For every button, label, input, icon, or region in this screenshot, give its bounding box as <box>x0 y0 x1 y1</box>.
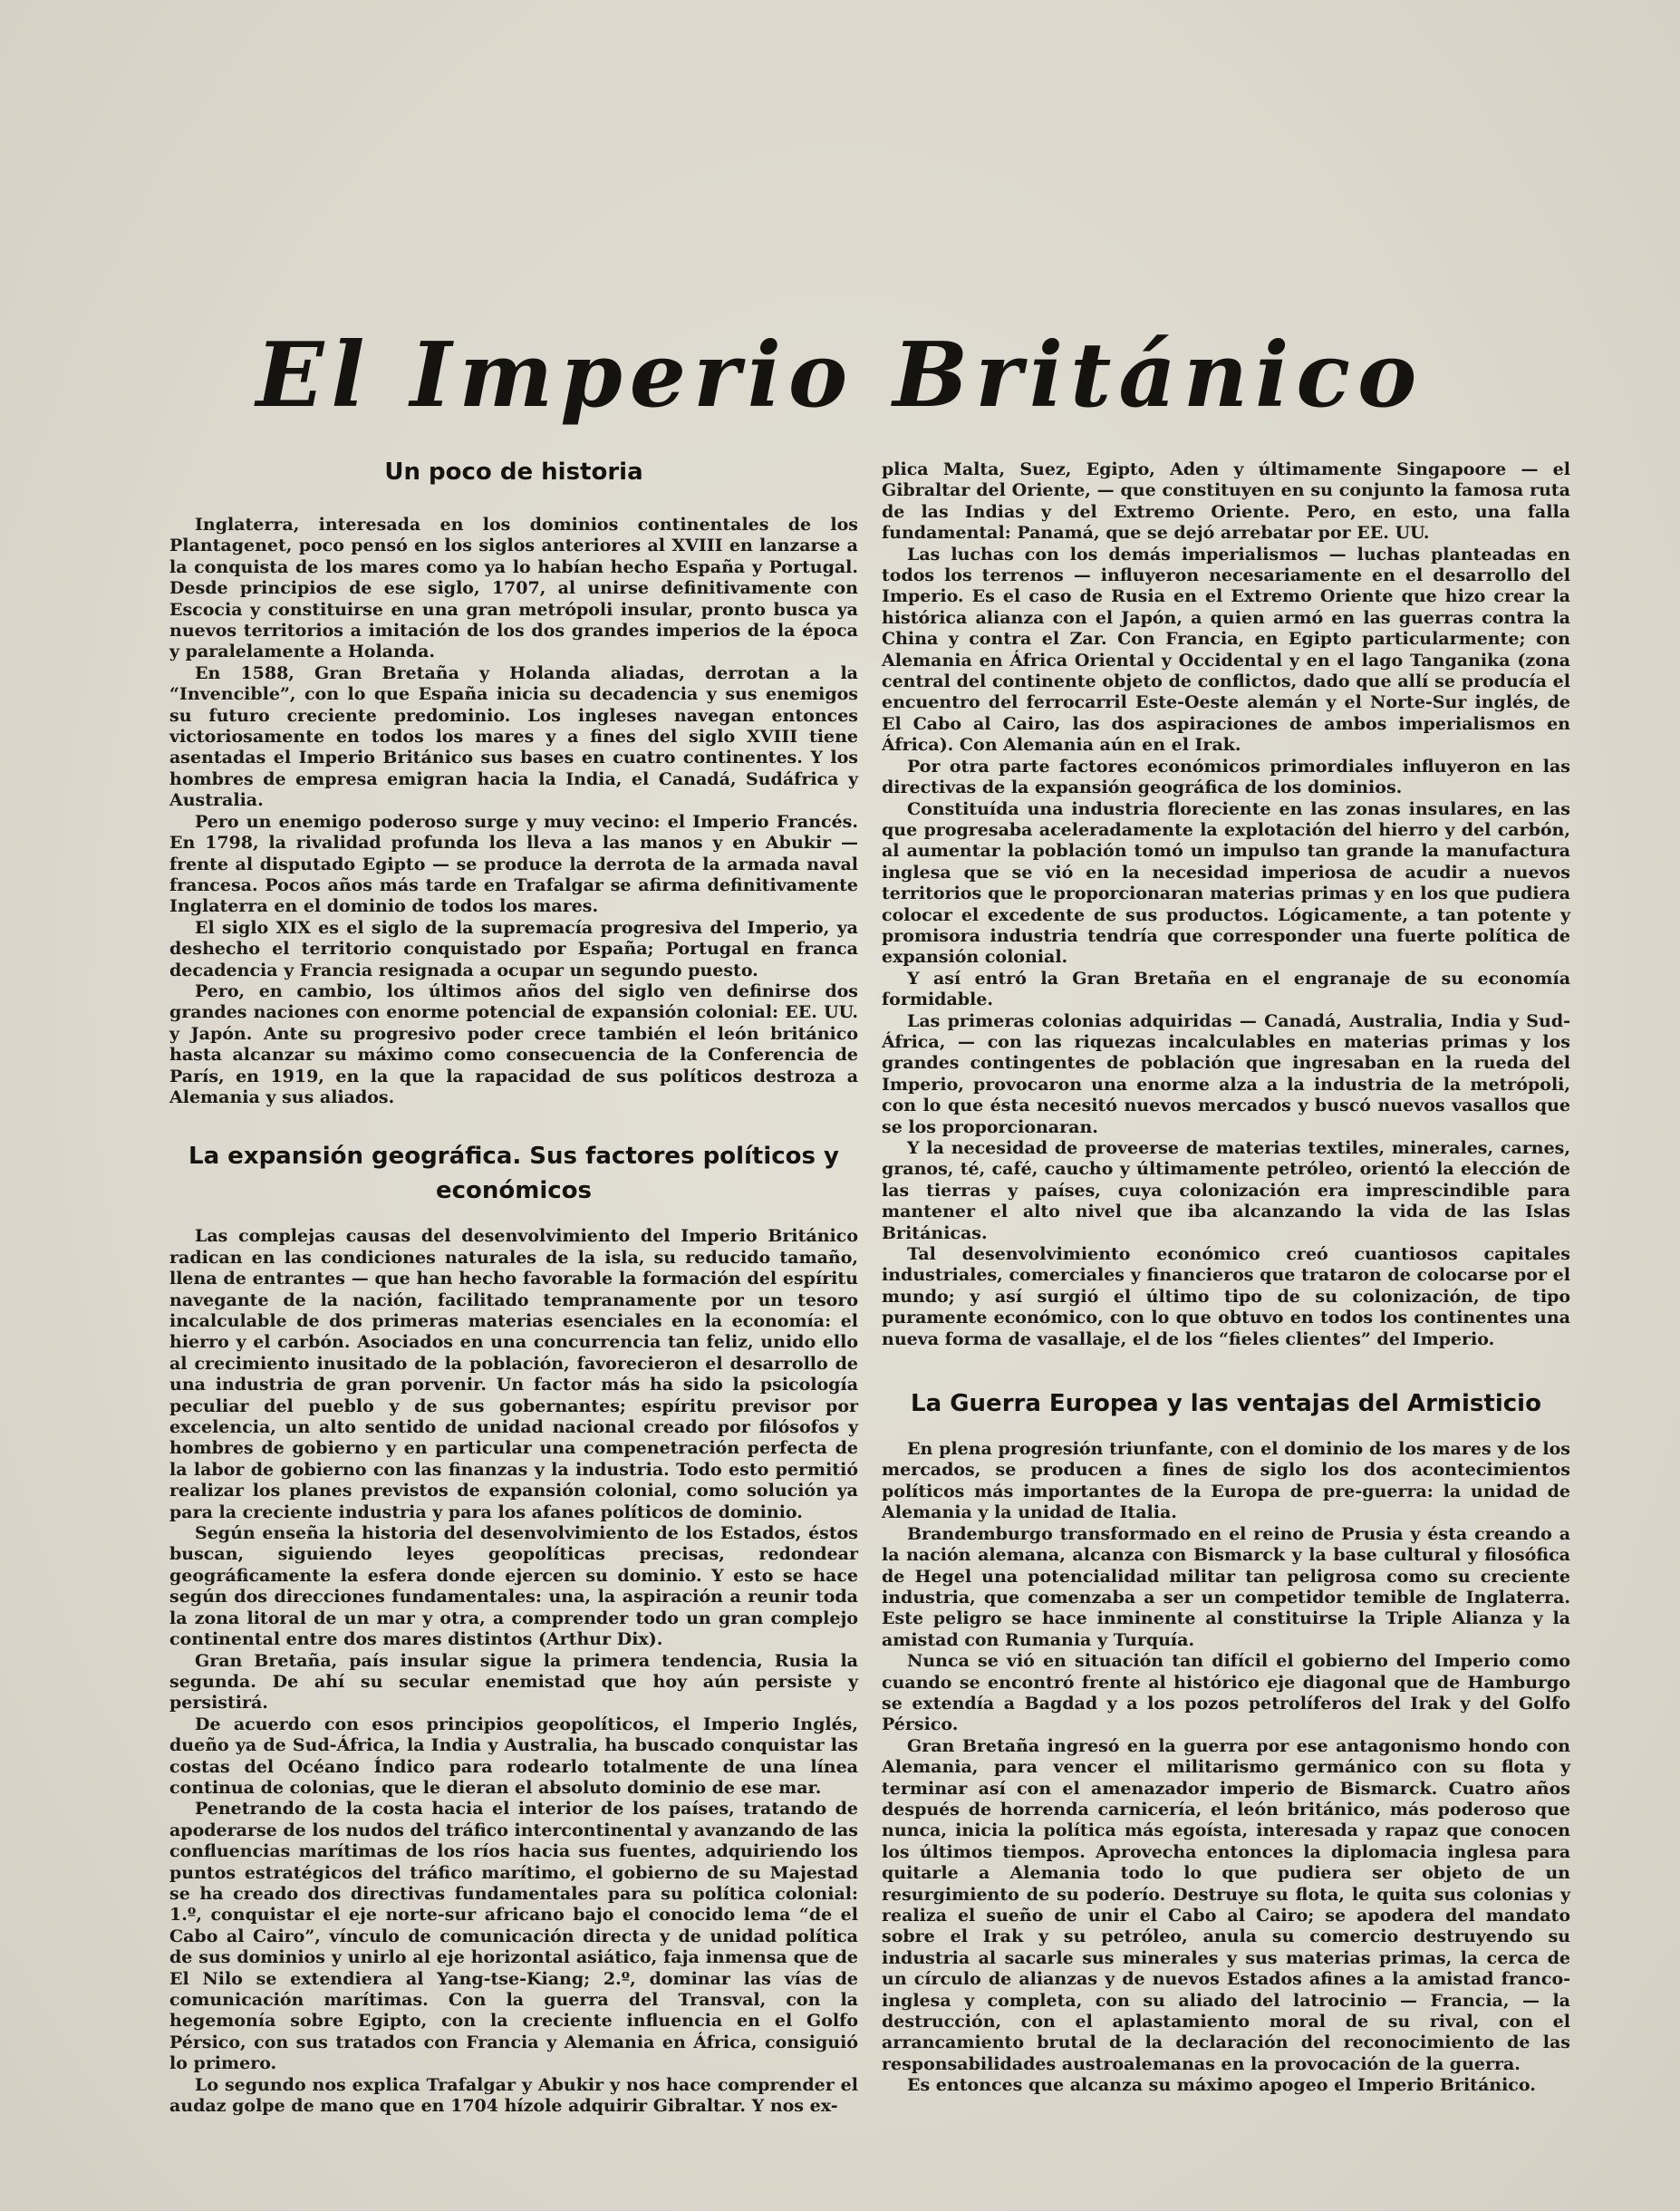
paragraph: Es entonces que alcanza su máximo apogeo el Imperio Británico. <box>907 2075 1536 2096</box>
section-heading-expansion: La expansión geográfica. Sus factores políticos y económicos <box>188 1143 839 1205</box>
paragraph: De acuerdo con esos principios geopolíticos, el Imperio Inglés, dueño ya de Sud-África, la India y Australia, ha buscado conquistar las costas del Océano Índico para rodearlo totalmente de una línea continua de colonias, que le dieran el absoluto dominio de ese mar. <box>169 1714 858 1798</box>
paragraph: Brandemburgo transformado en el reino de Prusia y ésta creando a la nación alemana, alcanza con Bismarck y la base cultural y filosófica de Hegel una potencialidad militar tan peligrosa como su creciente industria, que comenzaba a ser un competidor temible de Inglaterra. Este peligro se hace inminente al constituirse la Triple Alianza y la amistad con Rumania y Turquía. <box>882 1523 1570 1650</box>
left-column <box>169 453 858 2117</box>
paragraph: Por otra parte factores económicos primordiales influyeron en las directivas de la expansión geográfica de los dominios. <box>882 756 1570 798</box>
paragraph: Y la necesidad de proveerse de materias textiles, minerales, carnes, granos, té, café, caucho y últimamente petróleo, orientó la elección de las tierras y países, cuya colonización era imprescindible para mantener el alto nivel que iba alcanzando la vida de las Islas Británicas. <box>882 1138 1570 1243</box>
paragraph: Pero un enemigo poderoso surge y muy vecino: el Imperio Francés. En 1798, la rivalidad profunda los lleva a las manos y en Abukir — frente al disputado Egipto — se produce la derrota de la armada naval francesa. Pocos años más tarde en Trafalgar se afirma definitivamente Inglaterra en el dominio de todos los mares. <box>169 811 858 917</box>
paragraph: En plena progresión triunfante, con el dominio de los mares y de los mercados, se producen a fines de siglo los dos acontecimientos políticos más importantes de la Europa de pre-guerra: la unidad de Alemania y la unidad de Italia. <box>882 1439 1570 1523</box>
paragraph: Lo segundo nos explica Trafalgar y Abukir y nos hace comprender el audaz golpe de mano que en 1704 hízole adquirir Gibraltar. Y nos ex- <box>169 2074 858 2117</box>
section-heading-war: La Guerra Europea y las ventajas del Armisticio <box>911 1390 1541 1418</box>
section-heading-history: Un poco de historia <box>384 459 643 486</box>
paragraph: Penetrando de la costa hacia el interior de los países, tratando de apoderarse de los nudos del tráfico intercontinental y avanzando de las confluencias marítimas de los ríos hacia sus fuentes, adquiriendo los puntos estratégicos del tráfico marítimo, el gobierno de su Majestad se ha creado dos directivas fundamentales para su política colonial: 1.º, conquistar el eje norte-sur africano bajo el conocido lema “de el Cabo al Cairo”, vínculo de comunicación directa y de unidad política de sus dominios y unirlo al eje horizontal asiático, faja inmensa que de El Nilo se extendiera al Yang-tse-Kiang; 2.º, dominar las vías de comunicación marítimas. Con la guerra del Transval, con la hegemonía sobre Egipto, con la creciente influencia en el Golfo Pérsico, con sus tratados con Francia y Alemania en África, consiguió lo primero. <box>169 1799 858 2074</box>
paragraph: Las primeras colonias adquiridas — Canadá, Australia, India y Sud-África, — con las riquezas incalculables en materias primas y los grandes contingentes de población que ingresaban en la rueda del Imperio, provocaron una enorme alza a la industria de la metrópoli, con lo que ésta necesitó nuevos mercados y buscó nuevos vasallos que se los proporcionaran. <box>882 1010 1570 1137</box>
paragraph: Gran Bretaña ingresó en la guerra por ese antagonismo hondo con Alemania, para vencer el militarismo germánico con su flota y terminar así con el amenazador imperio de Bismarck. Cuatro años después de horrenda carnicería, el león británico, más poderoso que nunca, inicia la política más egoísta, interesada y rapaz que conocen los últimos tiempos. Aprovecha entonces la diplomacia inglesa para quitarle a Alemania todo lo que pudiera ser objeto de un resurgimiento de su poderío. Destruye su flota, le quita sus colonias y realiza el sueño de unir el Cabo al Cairo; se apodera del mandato sobre el Irak y su petróleo, anula su comercio destruyendo su industria al sacarle sus minerales y sus materias primas, la cerca de un círculo de alianzas y de nuevos Estados afines a la amistad franco-inglesa y completa, con su aliado del latrocinio — Francia, — la destrucción, con el aplastamiento moral de su rival, con el arrancamiento brutal de la declaración del reconocimiento de las responsabilidades austroalemanas en la provocación de la guerra. <box>882 1735 1570 2074</box>
paragraph: Las complejas causas del desenvolvimiento del Imperio Británico radican en las condiciones naturales de la isla, su reducido tamaño, llena de entrantes — que han hecho favorable la formación del espíritu navegante de la nación, facilitado tempranamente por un tesoro incalculable de dos primeras materias esenciales en la economía: el hierro y el carbón. Asociados en una concurrencia tan feliz, unido ello al crecimiento inusitado de la población, favorecieron el desarrollo de una industria de gran porvenir. Un factor más ha sido la psicología peculiar del pueblo y de sus gobernantes; espíritu previsor por excelencia, un alto sentido de unidad nacional creado por filósofos y hombres de gobierno y en particular una compenetración perfecta de la labor de gobierno con las finanzas y la industria. Todo esto permitió realizar los planes previstos de expansión colonial, como solución ya para la creciente industria y para los afanes políticos de dominio. <box>169 1226 858 1522</box>
paragraph: En 1588, Gran Bretaña y Holanda aliadas, derrotan a la “Invencible”, con lo que España inicia su decadencia y sus enemigos su futuro creciente predominio. Los ingleses navegan entonces victoriosamente en todos los mares y a fines del siglo XVIII tiene asentadas el Imperio Británico sus bases en cuatro continentes. Y los hombres de empresa emigran hacia la India, el Canadá, Sudáfrica y Australia. <box>169 662 858 811</box>
right-column <box>882 459 1570 2097</box>
paragraph: Pero, en cambio, los últimos años del siglo ven definirse dos grandes naciones con enorme potencial de expansión colonial: EE. UU. y Japón. Ante su progresivo poder crece también el león británico hasta alcanzar su máximo como consecuencia de la Conferencia de París, en 1919, en la que la rapacidad de sus políticos destroza a Alemania y sus aliados. <box>169 980 858 1107</box>
paragraph-continuation: plica Malta, Suez, Egipto, Aden y últimamente Singapoore — el Gibraltar del Oriente, — que constituyen en su conjunto la famosa ruta de las Indias y del Extremo Oriente. Pero, en esto, una falla fundamental: Panamá, que se dejó arrebatar por EE. UU. <box>882 459 1570 544</box>
paragraph: Tal desenvolvimiento económico creó cuantiosos capitales industriales, comerciales y financieros que trataron de colocarse por el mundo; y así surgió el último tipo de su colonización, de tipo puramente económico, con lo que obtuvo en todos los continentes una nueva forma de vasallaje, el de los “fieles clientes” del Imperio. <box>882 1244 1570 1349</box>
paragraph: Según enseña la historia del desenvolvimiento de los Estados, éstos buscan, siguiendo leyes geopolíticas precisas, redondear geográficamente la esfera donde ejercen su dominio. Y esto se hace según dos direcciones fundamentales: una, la aspiración a reunir toda la zona litoral de un mar y otra, a comprender todo un gran complejo continental entre dos mares distintos (Arthur Dix). <box>169 1523 858 1650</box>
paragraph: El siglo XIX es el siglo de la supremacía progresiva del Imperio, ya deshecho el territorio conquistado por España; Portugal en franca decadencia y Francia resignada a ocupar un segundo puesto. <box>169 917 858 980</box>
paragraph: Gran Bretaña, país insular sigue la primera tendencia, Rusia la segunda. De ahí su secular enemistad que hoy aún persiste y persistirá. <box>169 1650 858 1714</box>
paragraph: Nunca se vió en situación tan difícil el gobierno del Imperio como cuando se encontró frente al histórico eje diagonal que de Hamburgo se extendía a Bagdad y a los pozos petrolíferos del Irak y del Golfo Pérsico. <box>882 1651 1570 1735</box>
paragraph: Constituída una industria floreciente en las zonas insulares, en las que progresaba aceleradamente la explotación del hierro y del carbón, al aumentar la población tomó un impulso tan grande la manufactura inglesa que se vió en la necesidad imperiosa de acudir a nuevos territorios que le proporcionaran materias primas y en los que pudiera colocar el excedente de sus productos. Lógicamente, a tan potente y promisora industria tendría que corresponder una fuerte política de expansión colonial. <box>882 798 1570 968</box>
paragraph: Y así entró la Gran Bretaña en el engranaje de su economía formidable. <box>882 968 1570 1010</box>
page-title: El Imperio Británico <box>256 323 1424 428</box>
paragraph: Las luchas con los demás imperialismos — luchas planteadas en todos los terrenos — influyeron necesariamente en el desarrollo del Imperio. Es el caso de Rusia en el Extremo Oriente que hizo crear la histórica alianza con el Japón, a quien armó en las guerras contra la China y contra el Zar. Con Francia, en Egipto particularmente; con Alemania en África Oriental y Occidental y en el lago Tanganika (zona central del continente objeto de conflictos, dado que allí se producía el encuentro del ferrocarril Este-Oeste alemán y el Norte-Sur inglés, de El Cabo al Cairo, las dos aspiraciones de ambos imperialismos en África). Con Alemania aún en el Irak. <box>882 544 1570 756</box>
paragraph: Inglaterra, interesada en los dominios continentales de los Plantagenet, poco pensó en los siglos anteriores al XVIII en lanzarse a la conquista de los mares como ya lo habían hecho España y Portugal. Desde principios de ese siglo, 1707, al unirse definitivamente con Escocia y constituirse en una gran metrópoli insular, pronto busca ya nuevos territorios a imitación de los dos grandes imperios de la época y paralelamente a Holanda. <box>169 515 858 662</box>
